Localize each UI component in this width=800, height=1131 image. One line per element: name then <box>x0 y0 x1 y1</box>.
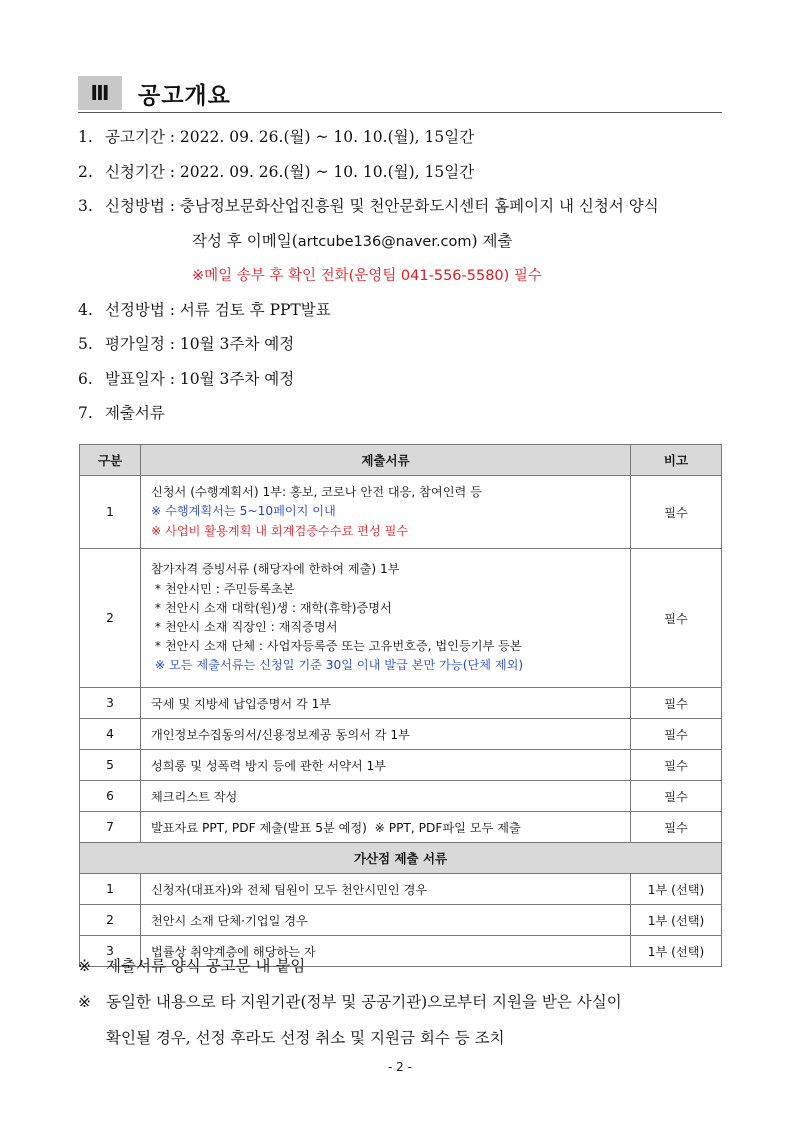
bonus-header: 가산점 제출 서류 <box>80 843 722 874</box>
list-item-documents: 7. 제출서류 <box>78 404 165 422</box>
table-row: 2 천안시 소재 단체·기업일 경우 1부 (선택) <box>80 905 722 936</box>
table-row: 2 참가자격 증빙서류 (해당자에 한하여 제출) 1부 * 천안시민 : 주민등록초본 * 천안시 소재 대학(원)생 : 재학(휴학)증명서 * 천안시 소재 직장인 : 재직증명서 * 천안시 소재 단체 : 사업자등록증 또는 고유번호증, 법인등기부 등본 ※ 모든 제출서류는 신청일 기준 30일 이내 발급 본만 가능(단체 제외) 필수 <box>80 549 722 688</box>
column-header-documents: 제출서류 <box>141 445 631 476</box>
table-row: 6 체크리스트 작성 필수 <box>80 781 722 812</box>
overview-list <box>78 120 728 431</box>
footnote-duplicate-support-continued: 확인될 경우, 선정 후라도 선정 취소 및 지원금 회수 등 조치 <box>106 1029 505 1047</box>
column-header-remarks: 비고 <box>631 445 722 476</box>
application-warning <box>78 258 728 293</box>
table-row: 3 법률상 취약계층에 해당하는 자 1부 (선택) <box>80 936 722 967</box>
application-method-continued: 작성 후 이메일(artcube136@naver.com) 제출 <box>192 231 513 250</box>
validity-note: ※ 모든 제출서류는 신청일 기준 30일 이내 발급 본만 가능(단체 제외) <box>151 658 524 673</box>
table-row: 1 신청자(대표자)와 전체 팀원이 모두 천안시민인 경우 1부 (선택) <box>80 874 722 905</box>
bonus-header-row <box>80 843 722 874</box>
table-row: 5 성희롱 및 성폭력 방지 등에 관한 서약서 1부 필수 <box>80 750 722 781</box>
list-item-application-period: 2. 신청기간 : 2022. 09. 26.(월) ~ 10. 10.(월), 15일간 <box>78 162 475 181</box>
header-divider <box>78 112 722 113</box>
email-address[interactable]: artcube136@naver.com <box>297 233 472 250</box>
section-header <box>78 76 722 110</box>
table-row: 7 발표자료 PPT, PDF 제출(발표 5분 예정) ※ PPT, PDF파일 모두 제출 필수 <box>80 812 722 843</box>
list-item-selection-method: 4. 선정방법 : 서류 검토 후 PPT발표 <box>78 300 331 319</box>
page-number: - 2 - <box>388 1060 412 1074</box>
footnotes <box>78 948 728 1056</box>
table-row: 4 개인정보수집동의서/신용정보제공 동의서 각 1부 필수 <box>80 719 722 750</box>
documents-table <box>79 444 722 967</box>
list-item-evaluation: 5. 평가일정 : 10월 3주차 예정 <box>78 335 295 353</box>
table-row: 3 국세 및 지방세 납입증명서 각 1부 필수 <box>80 688 722 719</box>
page-limit-note: ※ 수행계획서는 5~10페이지 이내 <box>151 504 336 519</box>
table-header-row <box>80 445 722 476</box>
table-row: 1 신청서 (수행계획서) 1부: 홍보, 코로나 안전 대응, 참여인력 등 ※ 수행계획서는 5~10페이지 이내 ※ 사업비 활용계획 내 회계검증수수료 편성 필수 필수 <box>80 476 722 549</box>
phone-warning: ※메일 송부 후 확인 전화(운영팀 041-556-5580) 필수 <box>192 268 542 284</box>
list-item-announcement: 6. 발표일자 : 10월 3주차 예정 <box>78 369 295 388</box>
list-item-application-method: 3. 신청방법 : 충남정보문화산업진흥원 및 천안문화도시센터 홈페이지 내 신청서 양식 <box>78 197 659 215</box>
footnote-duplicate-support: ※ 동일한 내용으로 타 지원기관(정부 및 공공기관)으로부터 지원을 받은 사실이 <box>78 993 622 1011</box>
column-header-category: 구분 <box>80 445 141 476</box>
list-item-period: 1. 공고기간 : 2022. 09. 26.(월) ~ 10. 10.(월), 15일간 <box>78 128 475 146</box>
fee-note: ※ 사업비 활용계획 내 회계검증수수료 편성 필수 <box>151 523 409 538</box>
footnote-attachment: ※ 제출서류 양식 공고문 내 붙임 <box>78 957 306 975</box>
section-numeral: Ⅲ <box>78 76 122 110</box>
section-title: 공고개요 <box>138 82 231 109</box>
